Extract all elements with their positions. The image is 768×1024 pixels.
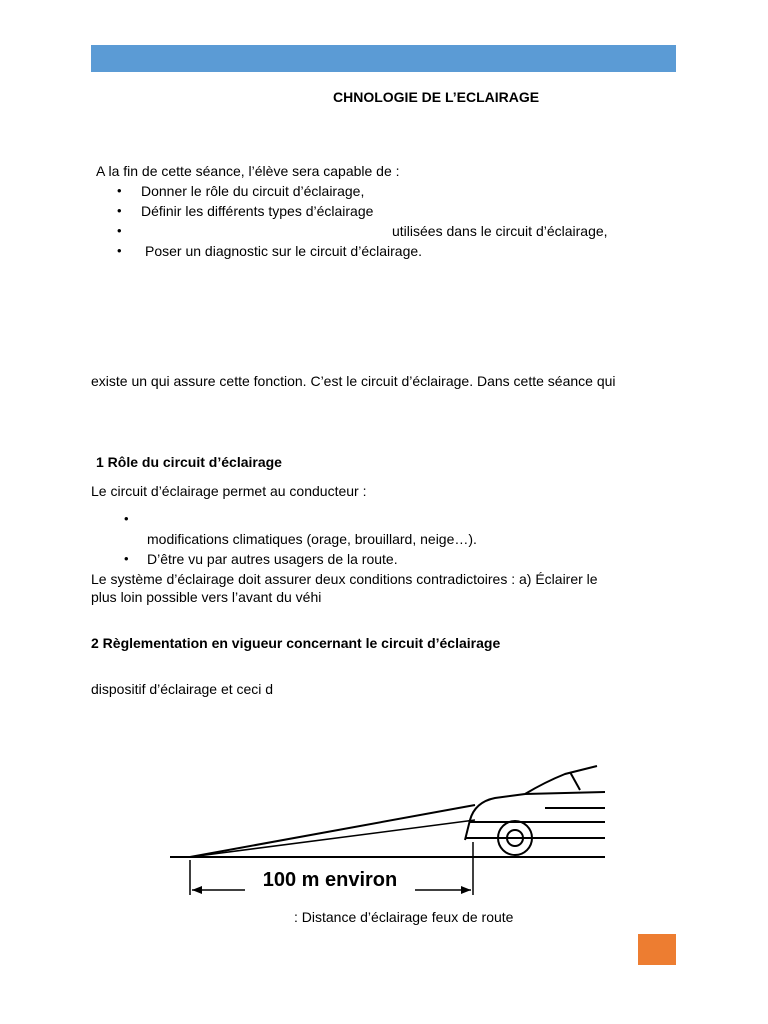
section1-bullet-continued: modifications climatiques (orage, brouillard, neige…). [147, 531, 477, 547]
car-icon [465, 766, 605, 855]
objective-item: Donner le rôle du circuit d’éclairage, [141, 183, 365, 199]
intro-paragraph: existe un qui assure cette fonction. C’est le circuit d’éclairage. Dans cette séance qui [91, 373, 616, 389]
objectives-intro: A la fin de cette séance, l’élève sera capable de : [96, 163, 400, 179]
page-title: CHNOLOGIE DE L’ECLAIRAGE [333, 89, 540, 105]
arrow-right-icon [461, 886, 471, 894]
bullet-icon: • [117, 223, 122, 238]
section1-paragraph-line: Le système d’éclairage doit assurer deux conditions contradictoires : a) Éclairer le [91, 571, 598, 587]
section1-bullet: D’être vu par autres usagers de la route. [147, 551, 398, 567]
headlight-distance-figure [165, 760, 605, 900]
section2-heading: 2 Règlementation en vigueur concernant le circuit d’éclairage [91, 635, 501, 651]
section2-text: dispositif d’éclairage et ceci d [91, 681, 274, 697]
bullet-icon: • [117, 183, 122, 198]
section1-paragraph-line: plus loin possible vers l’avant du véhi [91, 589, 322, 605]
footer-box [638, 934, 676, 965]
figure-caption: : Distance d’éclairage feux de route [294, 909, 514, 925]
beam-upper [190, 805, 475, 857]
arrow-left-icon [192, 886, 202, 894]
beam-lower [190, 820, 475, 857]
bullet-icon: • [124, 511, 129, 526]
objective-item: utilisées dans le circuit d’éclairage, [392, 223, 608, 239]
section1-heading: 1 Rôle du circuit d’éclairage [96, 454, 282, 470]
distance-label: 100 m environ [262, 869, 398, 891]
bullet-icon: • [124, 551, 129, 566]
headlight-diagram [165, 760, 605, 900]
bullet-icon: • [117, 203, 122, 218]
section1-lead: Le circuit d’éclairage permet au conducteur : [91, 483, 367, 499]
objective-item: Définir les différents types d’éclairage [141, 203, 374, 219]
bullet-icon: • [117, 243, 122, 258]
header-band [91, 45, 676, 72]
objective-item: Poser un diagnostic sur le circuit d’éclairage. [145, 243, 423, 259]
